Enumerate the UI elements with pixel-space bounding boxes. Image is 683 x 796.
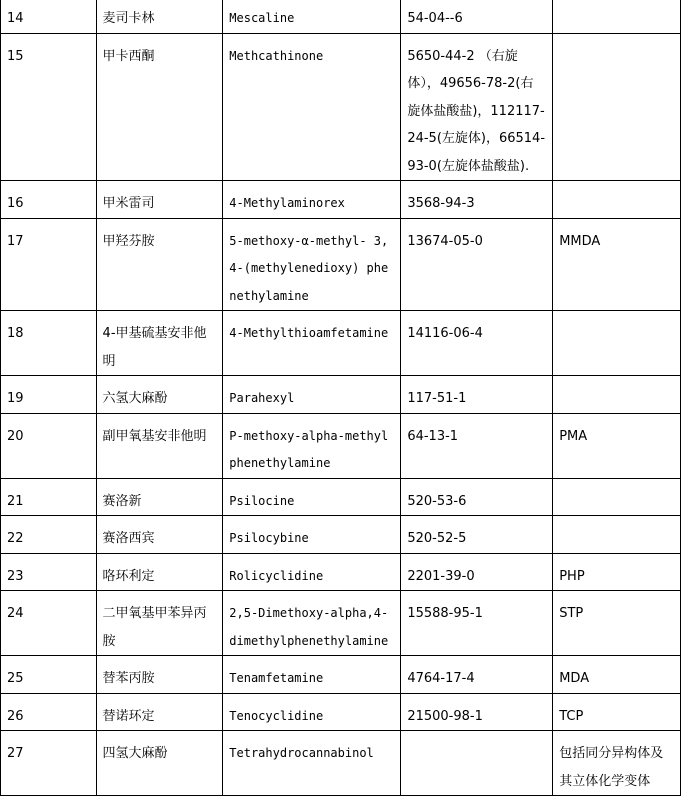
cell-chinese-name: 麦司卡林	[96, 0, 223, 33]
cell-row-number: 15	[1, 33, 97, 181]
cell-chinese-name: 六氢大麻酚	[96, 376, 223, 414]
cell-cas-number: 3568-94-3	[401, 181, 553, 219]
cell-note: PMA	[553, 413, 681, 478]
cell-row-number: 14	[1, 0, 97, 33]
cell-english-name: Rolicyclidine	[223, 553, 401, 591]
cell-note	[553, 33, 681, 181]
cell-cas-number	[401, 731, 553, 796]
cell-english-name: 5-methoxy-α-methyl- 3,4-(methylenedioxy) phenethylamine	[223, 218, 401, 311]
table-row	[1, 311, 681, 376]
cell-row-number: 17	[1, 218, 97, 311]
cell-english-name: Mescaline	[223, 0, 401, 33]
cell-row-number: 25	[1, 656, 97, 694]
cell-cas-number: 5650-44-2 （右旋体），49656-78-2(右旋体盐酸盐)，112117-24-5(左旋体)，66514-93-0(左旋体盐酸盐).	[401, 33, 553, 181]
cell-english-name: 4-Methylaminorex	[223, 181, 401, 219]
cell-row-number: 24	[1, 591, 97, 656]
cell-note	[553, 516, 681, 554]
cell-english-name: P-methoxy-alpha-methylphenethylamine	[223, 413, 401, 478]
cell-english-name: Psilocybine	[223, 516, 401, 554]
cell-chinese-name: 替诺环定	[96, 693, 223, 731]
cell-english-name: Tenocyclidine	[223, 693, 401, 731]
cell-chinese-name: 甲羟芬胺	[96, 218, 223, 311]
cell-chinese-name: 二甲氧基甲苯异丙胺	[96, 591, 223, 656]
cell-note: 包括同分异构体及其立体化学变体	[553, 731, 681, 796]
cell-cas-number: 64-13-1	[401, 413, 553, 478]
cell-cas-number: 13674-05-0	[401, 218, 553, 311]
cell-note	[553, 478, 681, 516]
cell-row-number: 16	[1, 181, 97, 219]
table-row	[1, 33, 681, 181]
cell-chinese-name: 赛洛西宾	[96, 516, 223, 554]
cell-cas-number: 4764-17-4	[401, 656, 553, 694]
table-row	[1, 516, 681, 554]
cell-english-name: Psilocine	[223, 478, 401, 516]
cell-chinese-name: 甲卡西酮	[96, 33, 223, 181]
cell-row-number: 21	[1, 478, 97, 516]
table-row	[1, 656, 681, 694]
cell-chinese-name: 4-甲基硫基安非他明	[96, 311, 223, 376]
cell-note	[553, 376, 681, 414]
cell-row-number: 23	[1, 553, 97, 591]
cell-cas-number: 54-04--6	[401, 0, 553, 33]
table-row	[1, 218, 681, 311]
cell-chinese-name: 赛洛新	[96, 478, 223, 516]
cell-row-number: 27	[1, 731, 97, 796]
cell-english-name: 2,5-Dimethoxy-alpha,4-dimethylphenethylamine	[223, 591, 401, 656]
cell-chinese-name: 咯环利定	[96, 553, 223, 591]
cell-row-number: 26	[1, 693, 97, 731]
cell-cas-number: 520-52-5	[401, 516, 553, 554]
table-row	[1, 591, 681, 656]
cell-row-number: 22	[1, 516, 97, 554]
table-row	[1, 376, 681, 414]
cell-note: PHP	[553, 553, 681, 591]
cell-chinese-name: 甲米雷司	[96, 181, 223, 219]
table-row	[1, 731, 681, 796]
cell-chinese-name: 替苯丙胺	[96, 656, 223, 694]
cell-note	[553, 0, 681, 33]
cell-cas-number: 15588-95-1	[401, 591, 553, 656]
cell-english-name: 4-Methylthioamfetamine	[223, 311, 401, 376]
cell-cas-number: 2201-39-0	[401, 553, 553, 591]
cell-cas-number: 520-53-6	[401, 478, 553, 516]
cell-english-name: Methcathinone	[223, 33, 401, 181]
table-row	[1, 181, 681, 219]
table-row	[1, 478, 681, 516]
cell-chinese-name: 副甲氧基安非他明	[96, 413, 223, 478]
cell-english-name: Parahexyl	[223, 376, 401, 414]
table-row	[1, 413, 681, 478]
cell-row-number: 18	[1, 311, 97, 376]
cell-chinese-name: 四氢大麻酚	[96, 731, 223, 796]
cell-english-name: Tetrahydrocannabinol	[223, 731, 401, 796]
cell-row-number: 19	[1, 376, 97, 414]
cell-row-number: 20	[1, 413, 97, 478]
table-row	[1, 553, 681, 591]
table-row	[1, 0, 681, 33]
cell-note: MDA	[553, 656, 681, 694]
cell-english-name: Tenamfetamine	[223, 656, 401, 694]
cell-note	[553, 311, 681, 376]
cell-cas-number: 21500-98-1	[401, 693, 553, 731]
cell-note: TCP	[553, 693, 681, 731]
cell-note: MMDA	[553, 218, 681, 311]
cell-cas-number: 117-51-1	[401, 376, 553, 414]
cell-note: STP	[553, 591, 681, 656]
cell-cas-number: 14116-06-4	[401, 311, 553, 376]
table-row	[1, 693, 681, 731]
cell-note	[553, 181, 681, 219]
